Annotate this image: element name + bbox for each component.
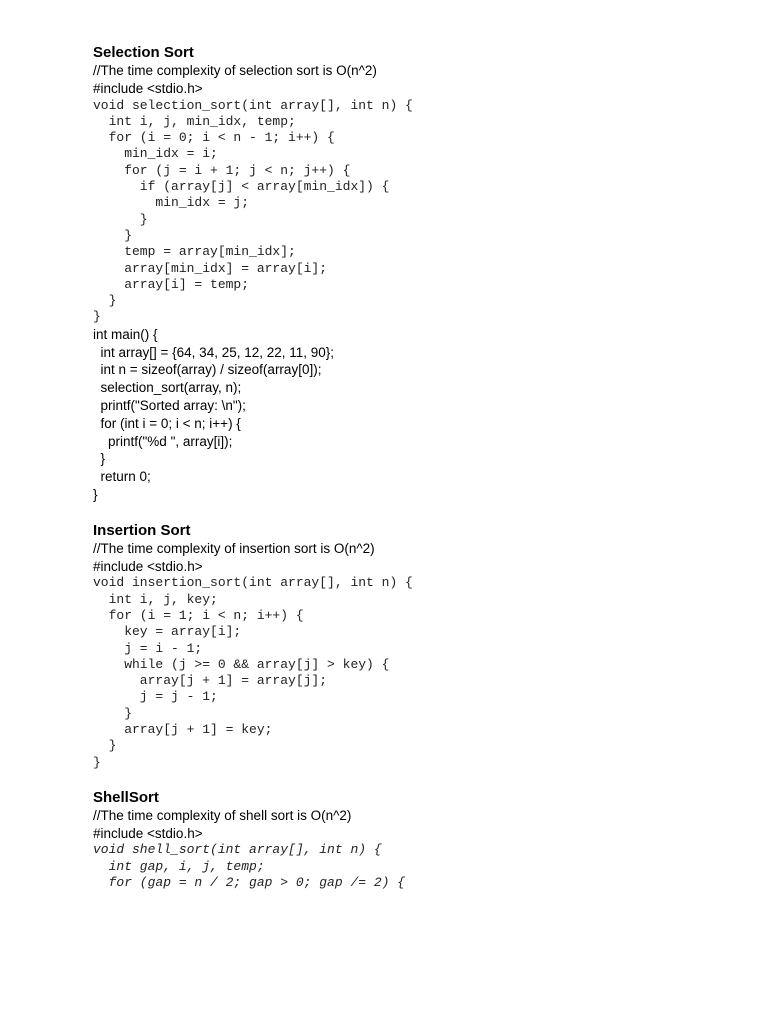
comment-line: //The time complexity of selection sort is O(n^2) [93,63,377,78]
document-page [93,44,733,891]
code-line: } [93,754,101,770]
code-line: j = j - 1; [93,689,218,705]
code-line: min_idx = j; [93,195,250,211]
code-line: array[min_idx] = array[i]; [93,260,328,276]
include-line: #include <stdio.h> [93,825,203,841]
main-line: selection_sort(array, n); [93,380,242,396]
code-line: } [93,705,133,721]
code-line: } [93,211,148,227]
code-line: while (j >= 0 && array[j] > key) { [93,656,390,672]
comment-line: //The time complexity of shell sort is O(n^2) [93,807,352,823]
include-line: #include <stdio.h> [93,558,203,574]
main-line: return 0; [93,469,151,485]
include-line: #include <stdio.h> [93,80,203,96]
comment-line: //The time complexity of insertion sort is O(n^2) [93,540,375,556]
code-line: for (gap = n / 2; gap > 0; gap /= 2) { [93,875,406,891]
section-heading: ShellSort [93,788,159,806]
code-line: array[j + 1] = array[j]; [93,673,328,689]
code-line: } [93,293,117,309]
code-line: key = array[i]; [93,624,242,640]
code-line: min_idx = i; [93,146,218,162]
code-line: void shell_sort(int array[], int n) { [93,842,382,858]
code-line: } [93,227,133,243]
main-line: int n = sizeof(array) / sizeof(array[0]); [93,362,322,378]
code-line: temp = array[min_idx]; [93,244,296,260]
code-line: for (j = i + 1; j < n; j++) { [93,162,351,178]
code-line: } [93,309,101,325]
code-line: for (i = 0; i < n - 1; i++) { [93,130,335,146]
section-heading: Insertion Sort [93,521,191,539]
code-line: if (array[j] < array[min_idx]) { [93,179,390,195]
main-line: } [93,486,98,502]
selection-sort-section [93,44,733,504]
code-line: void selection_sort(int array[], int n) { [93,97,413,113]
main-line: int array[] = {64, 34, 25, 12, 22, 11, 90}; [93,344,335,360]
code-line: void insertion_sort(int array[], int n) { [93,575,413,591]
code-line: int gap, i, j, temp; [93,858,265,874]
section-heading: Selection Sort [93,44,194,61]
insertion-sort-section [93,522,733,771]
main-line: for (int i = 0; i < n; i++) { [93,415,241,431]
code-line: array[i] = temp; [93,276,250,292]
main-line: } [93,451,106,467]
main-line: printf("Sorted array: \n"); [93,397,246,413]
code-line: int i, j, min_idx, temp; [93,113,296,129]
shell-sort-section [93,789,733,891]
code-line: for (i = 1; i < n; i++) { [93,607,304,623]
code-line: array[j + 1] = key; [93,721,273,737]
code-line: } [93,738,117,754]
main-line: printf("%d ", array[i]); [93,433,233,449]
code-line: j = i - 1; [93,640,203,656]
main-line: int main() { [93,326,158,342]
code-line: int i, j, key; [93,591,218,607]
